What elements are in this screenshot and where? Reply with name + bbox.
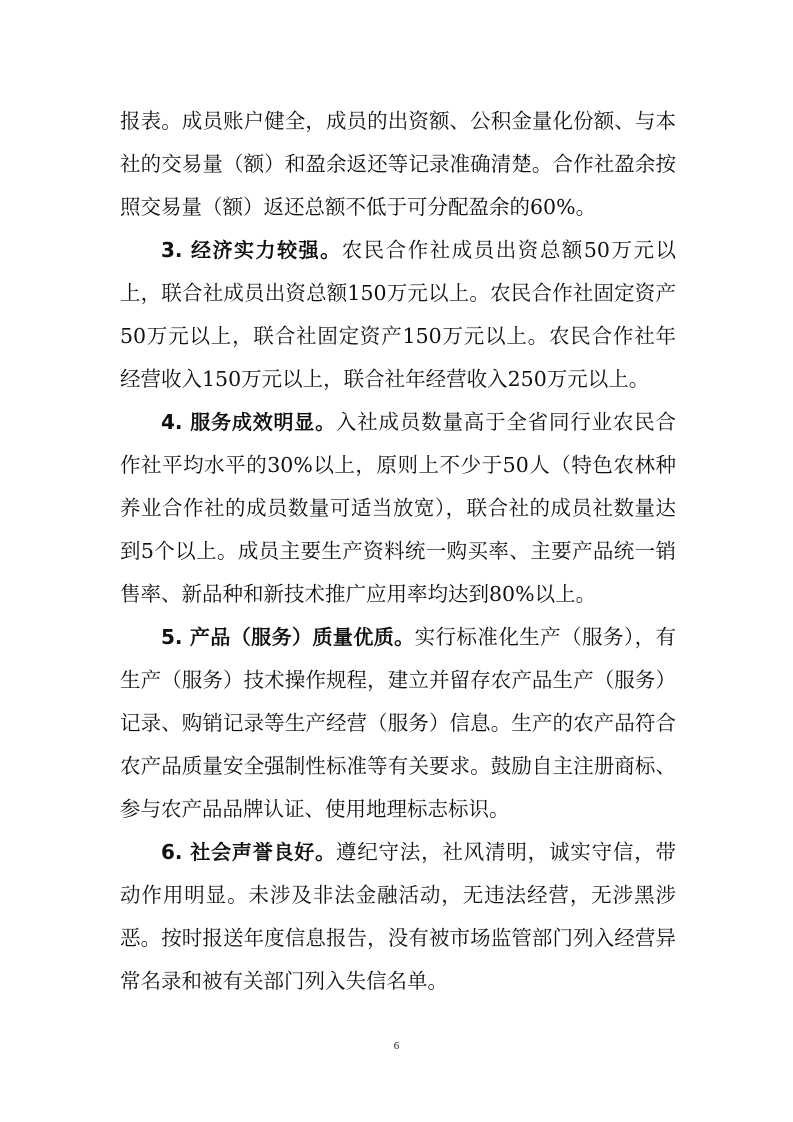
paragraph-economic-strength: [120, 229, 676, 401]
paragraph-product-quality: [120, 616, 676, 831]
paragraph-heading: 3. 经济实力较强。: [161, 238, 342, 262]
paragraph-continuation: [120, 100, 676, 229]
page-number: 6: [393, 1040, 400, 1052]
paragraph-service-effect: [120, 401, 676, 616]
paragraph-heading: 6. 社会声誉良好。: [161, 840, 336, 864]
document-body: [120, 100, 676, 1003]
paragraph-text: 遵纪守法，社风清明，诚实守信，带动作用明显。未涉及非法金融活动，无违法经营，无涉黑涉恶。按时报送年度信息报告，没有被市场监管部门列入经营异常名录和被有关部门列入失信名单。: [120, 840, 676, 993]
paragraph-text: 农民合作社成员出资总额50万元以上，联合社成员出资总额150万元以上。农民合作社固定资产50万元以上，联合社固定资产150万元以上。农民合作社年经营收入150万元以上，联合社年经营收入250万元以上。: [120, 238, 676, 391]
paragraph-text: 实行标准化生产（服务），有生产（服务）技术操作规程，建立并留存农产品生产（服务）记录、购销记录等生产经营（服务）信息。生产的农产品符合农产品质量安全强制性标准等有关要求。鼓励自主注册商标、参与农产品品牌认证、使用地理标志标识。: [120, 625, 676, 821]
paragraph-text: 入社成员数量高于全省同行业农民合作社平均水平的30%以上，原则上不少于50人（特色农林种养业合作社的成员数量可适当放宽），联合社的成员社数量达到5个以上。成员主要生产资料统一购买率、主要产品统一销售率、新品种和新技术推广应用率均达到80%以上。: [120, 410, 676, 606]
paragraph-social-reputation: [120, 831, 676, 1003]
paragraph-heading: 5. 产品（服务）质量优质。: [161, 625, 415, 649]
paragraph-text: 报表。成员账户健全，成员的出资额、公积金量化份额、与本社的交易量（额）和盈余返还等记录准确清楚。合作社盈余按照交易量（额）返还总额不低于可分配盈余的60%。: [120, 109, 676, 219]
paragraph-heading: 4. 服务成效明显。: [161, 410, 336, 434]
